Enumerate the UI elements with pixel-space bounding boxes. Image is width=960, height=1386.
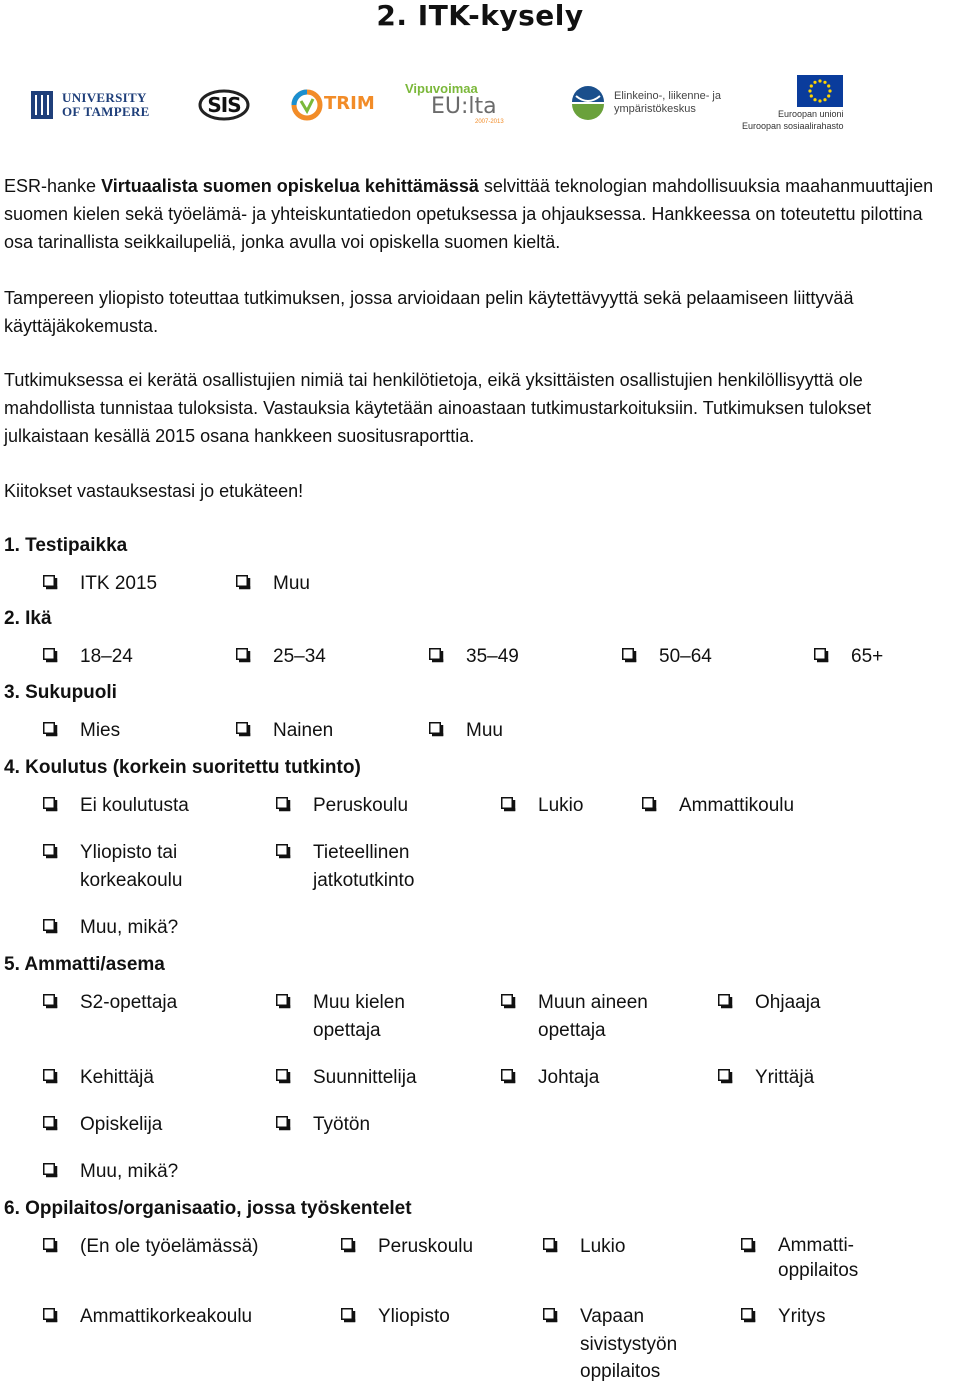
checkbox-icon[interactable] bbox=[43, 994, 58, 1009]
checkbox-icon[interactable] bbox=[741, 1238, 756, 1253]
option-label: 35–49 bbox=[466, 646, 519, 667]
checkbox-icon[interactable] bbox=[276, 994, 291, 1009]
checkbox-icon[interactable] bbox=[429, 722, 444, 737]
question-1-title: 1. Testipaikka bbox=[4, 535, 128, 556]
checkbox-icon[interactable] bbox=[501, 797, 516, 812]
option-label: Yliopisto bbox=[378, 1306, 450, 1327]
option-label: Ei koulutusta bbox=[80, 795, 189, 816]
option-label: Johtaja bbox=[538, 1067, 600, 1088]
page-title: 2. ITK-kysely bbox=[376, 0, 584, 32]
option-label: Muu kielen opettaja bbox=[313, 992, 405, 1041]
thanks-text: Kiitokset vastauksestasi jo etukäteen! bbox=[4, 481, 304, 501]
checkbox-icon[interactable] bbox=[43, 648, 58, 663]
checkbox-icon[interactable] bbox=[341, 1238, 356, 1253]
option-label: Ammattikorkeakoulu bbox=[80, 1306, 253, 1327]
option-label: Muu, mikä? bbox=[80, 1161, 179, 1182]
checkbox-icon[interactable] bbox=[43, 722, 58, 737]
question-2-title: 2. Ikä bbox=[4, 608, 52, 629]
option-label: 18–24 bbox=[80, 646, 133, 667]
checkbox-icon[interactable] bbox=[43, 1116, 58, 1131]
checkbox-icon[interactable] bbox=[276, 844, 291, 859]
option-label: Nainen bbox=[273, 720, 334, 741]
option-label: Kehittäjä bbox=[80, 1067, 154, 1088]
checkbox-icon[interactable] bbox=[236, 575, 251, 590]
checkbox-icon[interactable] bbox=[43, 575, 58, 590]
checkbox-icon[interactable] bbox=[814, 648, 829, 663]
option-label: Muu bbox=[466, 720, 503, 741]
option-label: Opiskelija bbox=[80, 1114, 163, 1135]
option-label: 25–34 bbox=[273, 646, 326, 667]
option-label: Ohjaaja bbox=[755, 992, 821, 1013]
ely-line2: ympäristökeskus bbox=[614, 103, 696, 115]
intro-p1-prefix: ESR-hanke bbox=[4, 176, 102, 196]
checkbox-icon[interactable] bbox=[43, 919, 58, 934]
eu-line1: Euroopan unioni bbox=[778, 109, 844, 119]
trim-logo bbox=[290, 88, 380, 122]
option-label: (En ole työelämässä) bbox=[80, 1236, 259, 1257]
option-label: Muu, mikä? bbox=[80, 917, 179, 938]
checkbox-icon[interactable] bbox=[276, 1116, 291, 1131]
checkbox-icon[interactable] bbox=[543, 1238, 558, 1253]
intro-paragraph-3: Tutkimuksessa ei kerätä osallistujien nimiä tai henkilötietoja, eikä yksittäisten osallistujien henkilöllisyyttä ole mahdollista tunnistaa tuloksista. Vastauksia käytetään ainoastaan tutkimustarkoituksiin. Tutkimuksen tulokset julkaistaan kesällä 2015 osana hankkeen suositusraporttia. bbox=[4, 370, 872, 446]
uta-line2: OF TAMPERE bbox=[62, 104, 150, 119]
checkbox-icon[interactable] bbox=[236, 722, 251, 737]
eu-line2: Euroopan sosiaalirahasto bbox=[742, 121, 844, 131]
logo-bar bbox=[0, 70, 960, 140]
eu-flag-logo bbox=[740, 75, 850, 137]
project-name: Virtuaalista suomen opiskelua kehittämässä bbox=[101, 176, 479, 196]
ely-line1: Elinkeino-, liikenne- ja bbox=[614, 90, 721, 102]
option-label: Yritys bbox=[778, 1306, 826, 1327]
trim-text: TRIM bbox=[324, 93, 375, 114]
checkbox-icon[interactable] bbox=[741, 1308, 756, 1323]
question-6-title: 6. Oppilaitos/organisaatio, jossa työskentelet bbox=[4, 1198, 412, 1219]
option-label: Muu bbox=[273, 573, 310, 594]
intro-p1-suffix: selvittää teknologian mahdollisuuksia maahanmuuttajien suomen kielen sekä työelämä- ja yhteiskuntatiedon opetuksessa ja ohjauksessa. Hankkeessa on toteutettu pilottina osa tarinallista seikkailupeliä, jonka avulla voi opiskella suomen kieltä. bbox=[4, 176, 934, 252]
option-label: Suunnittelija bbox=[313, 1067, 417, 1088]
option-label: Peruskoulu bbox=[313, 795, 409, 816]
checkbox-icon[interactable] bbox=[276, 797, 291, 812]
checkbox-icon[interactable] bbox=[43, 1308, 58, 1323]
checkbox-icon[interactable] bbox=[543, 1308, 558, 1323]
checkbox-icon[interactable] bbox=[718, 994, 733, 1009]
checkbox-icon[interactable] bbox=[642, 797, 657, 812]
checkbox-icon[interactable] bbox=[501, 1069, 516, 1084]
option-label: Lukio bbox=[538, 795, 584, 816]
checkbox-icon[interactable] bbox=[43, 1238, 58, 1253]
checkbox-icon[interactable] bbox=[501, 994, 516, 1009]
checkbox-icon[interactable] bbox=[276, 1069, 291, 1084]
option-label: Ammattikoulu bbox=[679, 795, 795, 816]
option-label: Mies bbox=[80, 720, 121, 741]
checkbox-icon[interactable] bbox=[43, 1069, 58, 1084]
option-label: Yrittäjä bbox=[755, 1067, 815, 1088]
question-4-title: 4. Koulutus (korkein suoritettu tutkinto) bbox=[4, 757, 361, 778]
checkbox-icon[interactable] bbox=[341, 1308, 356, 1323]
checkbox-icon[interactable] bbox=[236, 648, 251, 663]
eulta-years: 2007-2013 bbox=[475, 119, 504, 125]
option-label: Lukio bbox=[580, 1236, 626, 1257]
checkbox-icon[interactable] bbox=[43, 797, 58, 812]
option-label: Ammatti-oppilaitos bbox=[778, 1235, 859, 1281]
option-label: Yliopisto tai korkeakoulu bbox=[80, 842, 183, 891]
option-label: ITK 2015 bbox=[80, 573, 158, 594]
checkbox-icon[interactable] bbox=[429, 648, 444, 663]
option-label: 50–64 bbox=[659, 646, 712, 667]
option-label: 65+ bbox=[851, 646, 884, 667]
intro-paragraph-2: Tampereen yliopisto toteuttaa tutkimuksen, jossa arvioidaan pelin käytettävyyttä sekä pelaamiseen liittyvää käyttäjäkokemusta. bbox=[4, 288, 854, 336]
intro-paragraph-1 bbox=[4, 172, 954, 256]
sis-text: SIS bbox=[207, 93, 241, 117]
question-3-title: 3. Sukupuoli bbox=[4, 682, 117, 703]
option-label: Muun aineen opettaja bbox=[538, 992, 648, 1041]
option-label: Peruskoulu bbox=[378, 1236, 474, 1257]
question-5-title: 5. Ammatti/asema bbox=[4, 954, 165, 975]
ely-keskus-logo bbox=[568, 82, 733, 122]
option-label: Tieteellinen jatkotutkinto bbox=[313, 842, 415, 891]
checkbox-icon[interactable] bbox=[718, 1069, 733, 1084]
option-label: Työtön bbox=[313, 1114, 371, 1135]
checkbox-icon[interactable] bbox=[43, 844, 58, 859]
eulta-text: EU:lta bbox=[431, 94, 497, 119]
uta-line1: UNIVERSITY bbox=[62, 90, 147, 105]
university-of-tampere-logo bbox=[30, 90, 165, 122]
vipuvoimaa-text: Vipuvoimaa bbox=[405, 81, 478, 96]
option-label: Vapaan sivistystyön oppilaitos bbox=[580, 1306, 678, 1382]
option-label: S2-opettaja bbox=[80, 992, 178, 1013]
sis-logo bbox=[198, 88, 250, 122]
vipuvoimaa-eu-logo bbox=[405, 82, 505, 140]
checkbox-icon[interactable] bbox=[43, 1163, 58, 1178]
checkbox-icon[interactable] bbox=[622, 648, 637, 663]
